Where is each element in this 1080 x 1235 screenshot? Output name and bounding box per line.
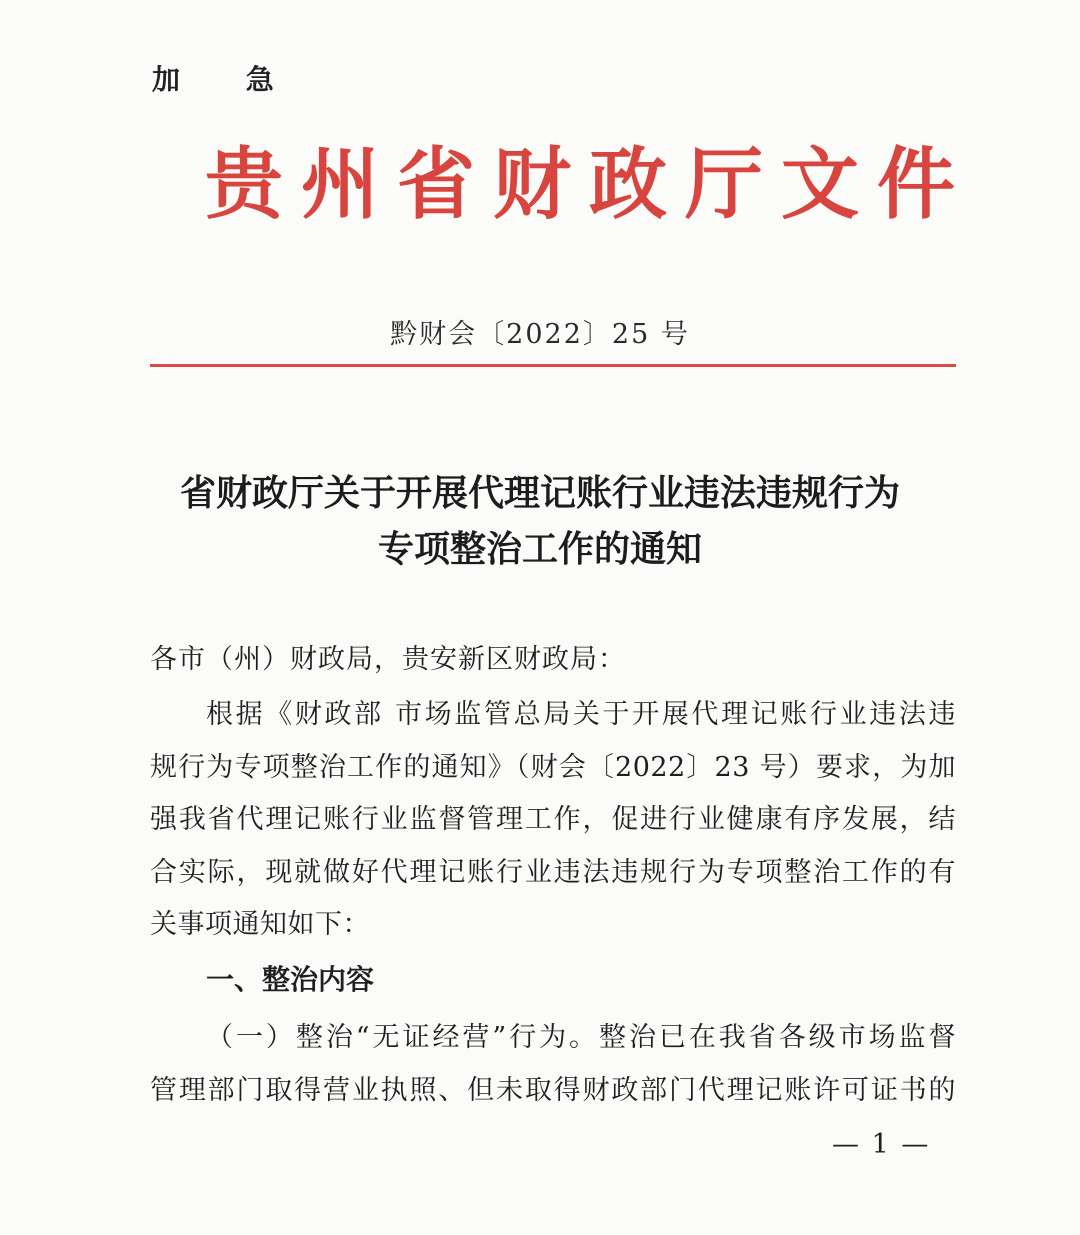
body-line: 根据《财政部 市场监管总局关于开展代理记账行业违法违 xyxy=(206,699,956,730)
body-line: 关事项通知如下： xyxy=(150,909,370,941)
urgency-mark: 加 急 xyxy=(152,63,302,96)
body-paragraph xyxy=(150,689,960,952)
item-line: （一）整治“无证经营”行为。整治已在我省各级市场监督 xyxy=(206,1022,956,1053)
body-line: 强我省代理记账行业监督管理工作，促进行业健康有序发展，结 xyxy=(150,804,956,836)
title-line: 专项整治工作的通知 xyxy=(377,529,702,570)
section-heading: 一、整治内容 xyxy=(206,963,375,996)
addressee: 各市（州）财政局，贵安新区财政局： xyxy=(150,644,626,675)
body-line: 合实际，现就做好代理记账行业违法违规行为专项整治工作的有 xyxy=(150,856,956,888)
page-number: — 1 — xyxy=(832,1129,931,1160)
item-paragraph xyxy=(150,1012,960,1117)
item-line: 管理部门取得营业执照、但未取得财政部门代理记账许可证书的 xyxy=(150,1074,956,1106)
document-title xyxy=(120,466,960,578)
title-line: 省财政厅关于开展代理记账行业违法违规行为 xyxy=(179,473,900,514)
document-number: 黔财会〔2022〕25 号 xyxy=(390,319,690,350)
body-line: 规行为专项整治工作的通知》（财会〔2022〕23 号）要求，为加 xyxy=(150,751,956,783)
red-separator-line xyxy=(150,364,956,367)
document-masthead: 贵州省财政厅文件 xyxy=(205,140,974,230)
